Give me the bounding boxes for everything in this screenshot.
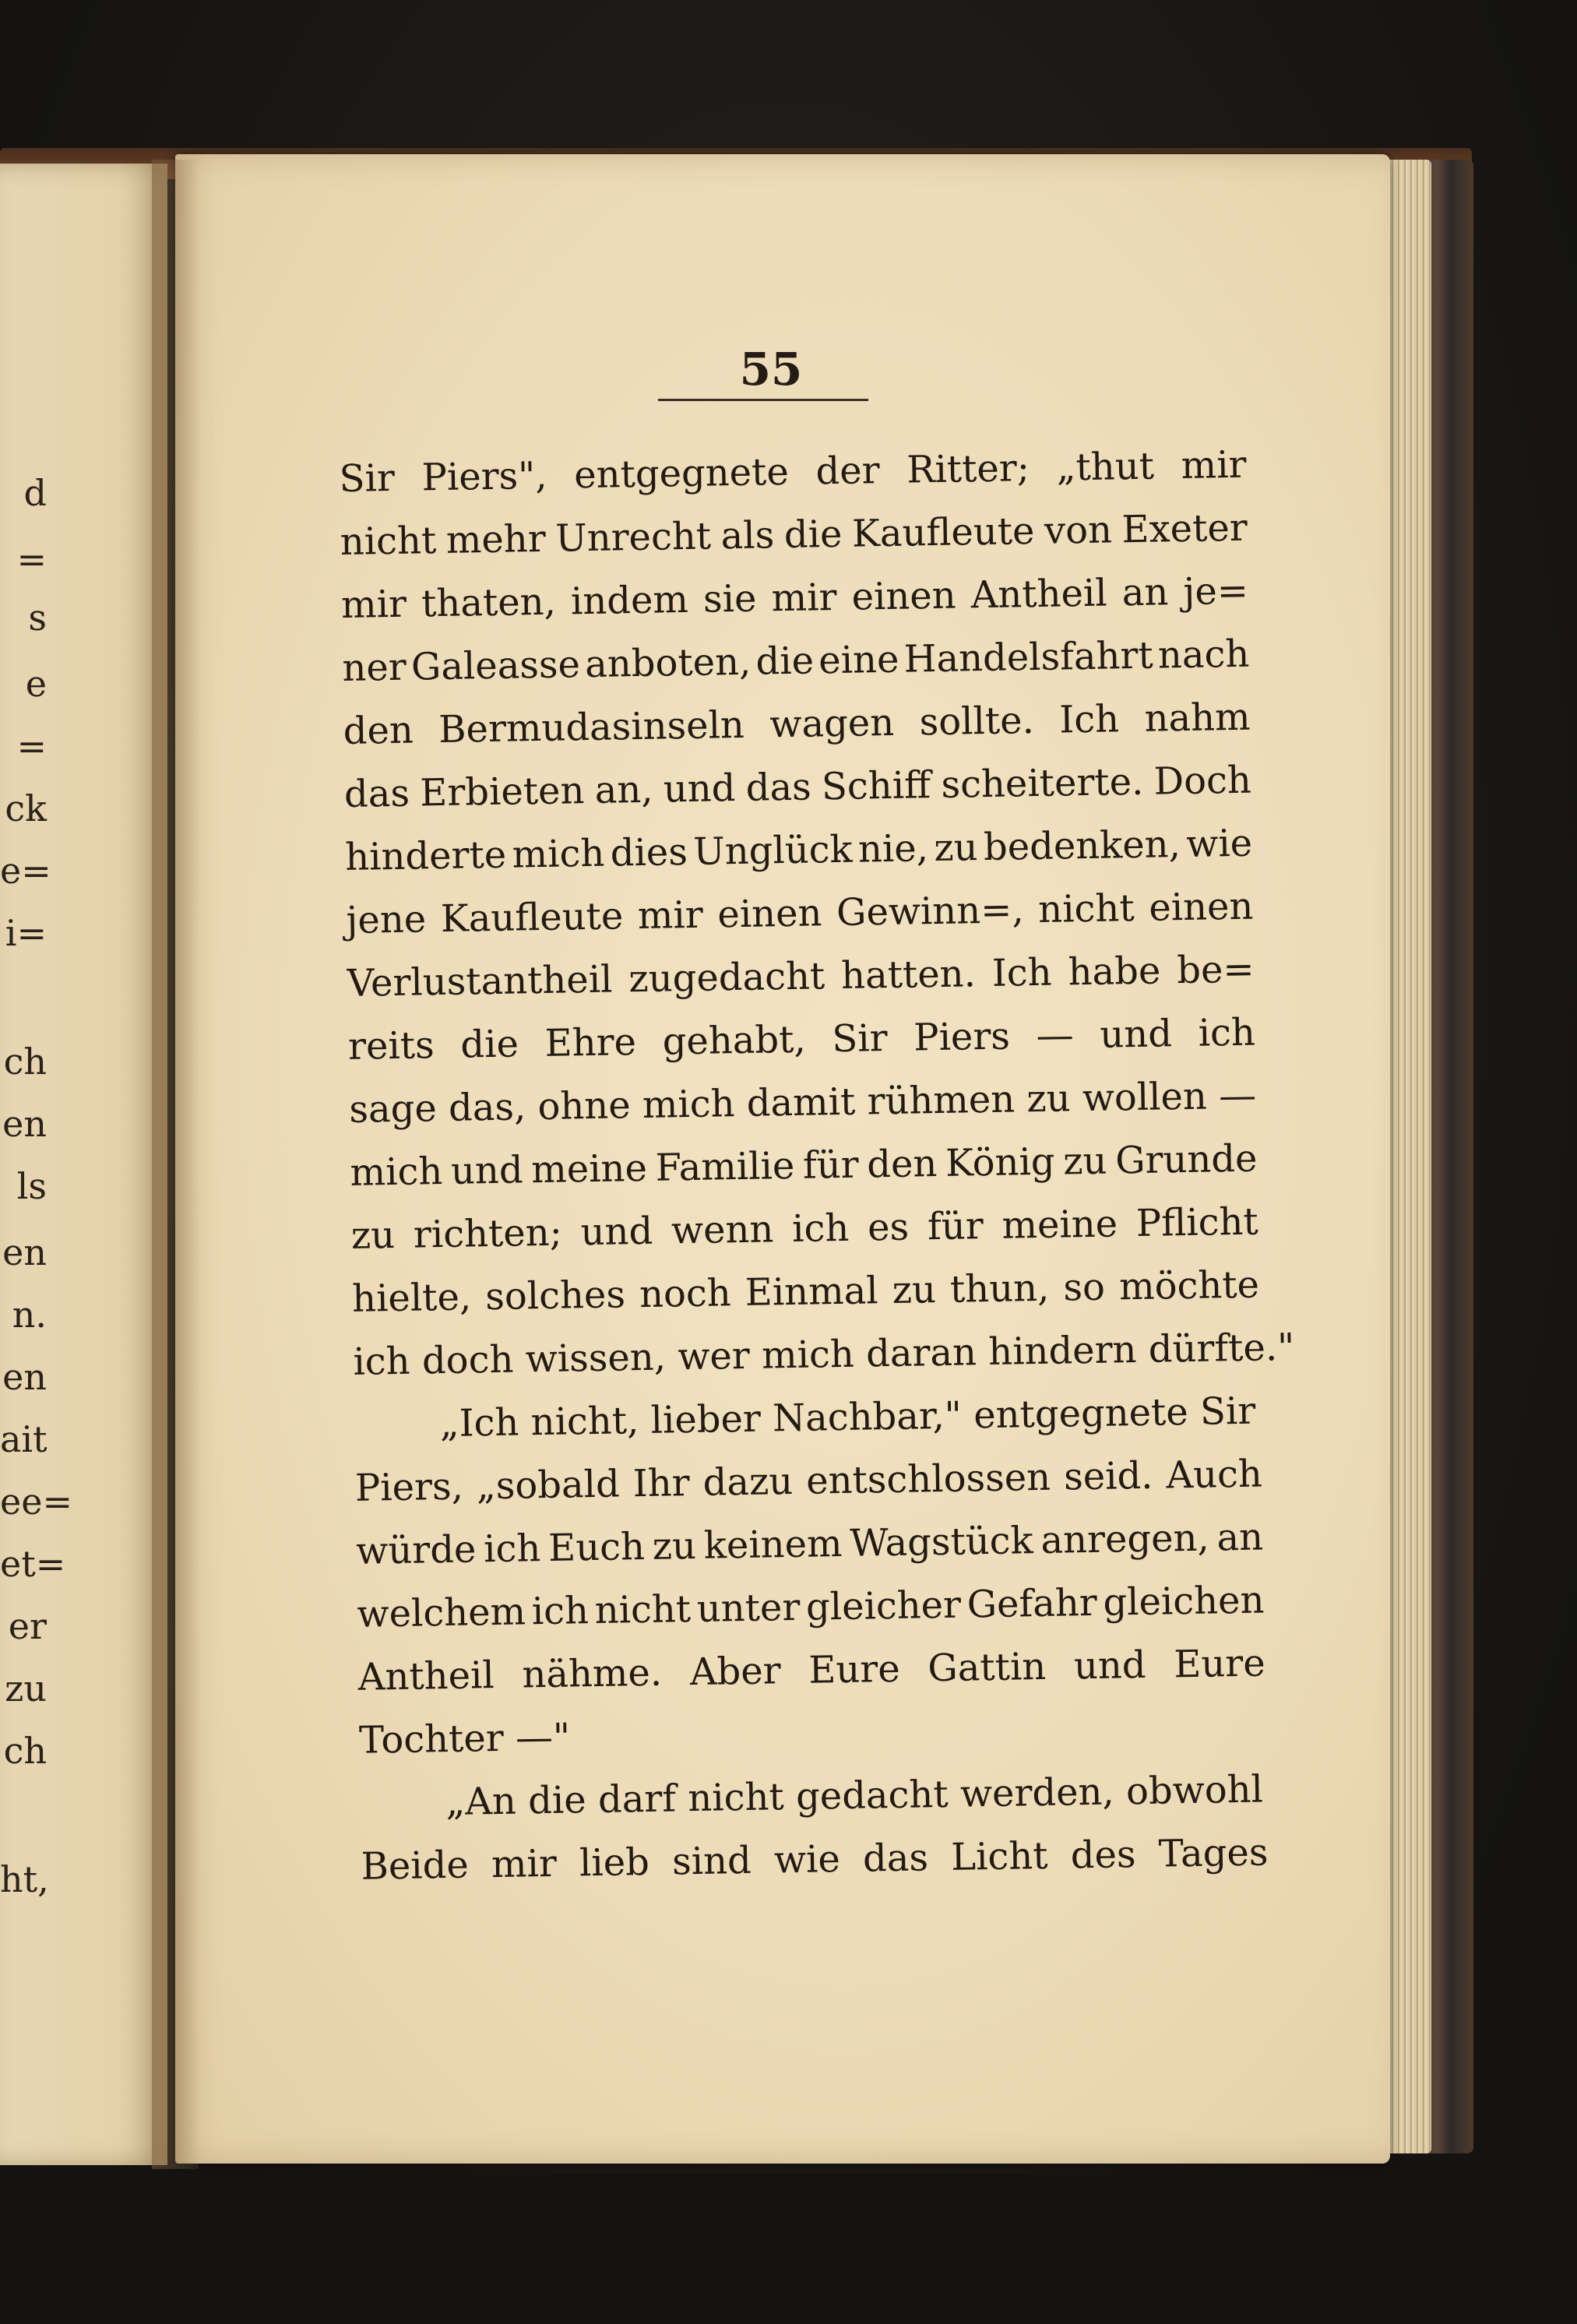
word: einen	[851, 573, 956, 619]
word: an	[1121, 570, 1169, 615]
word: nicht	[340, 519, 437, 564]
word: —	[1036, 1013, 1075, 1058]
word: ich	[1198, 1010, 1256, 1055]
word: die	[459, 1022, 519, 1067]
word: zu	[350, 1213, 396, 1258]
left-page-fragment: =	[16, 725, 47, 767]
word: Kaufleute	[851, 509, 1035, 556]
word: reits	[347, 1023, 435, 1069]
page-number-rule	[658, 399, 868, 401]
word: nach	[1157, 632, 1250, 678]
word: daran	[865, 1330, 977, 1376]
word: dürfte."	[1148, 1325, 1295, 1372]
word: nicht,	[530, 1399, 639, 1445]
word: möchte	[1118, 1262, 1260, 1309]
word: zugedacht	[628, 954, 825, 1002]
word: gedacht	[795, 1772, 949, 1819]
word: Unrecht	[554, 514, 712, 561]
left-page-fragment: e	[25, 663, 47, 705]
word: Gattin	[927, 1644, 1047, 1691]
word: ich	[531, 1589, 590, 1634]
word: einen	[1148, 884, 1254, 930]
word: wie	[773, 1837, 841, 1882]
word: ner	[342, 645, 407, 690]
background-strip	[0, 2173, 1577, 2324]
word: von	[1044, 508, 1113, 553]
word: rühmen	[867, 1077, 1016, 1124]
word: je=	[1183, 569, 1249, 614]
word: meine	[1001, 1202, 1118, 1248]
word: thun,	[949, 1266, 1050, 1312]
word: meine	[530, 1146, 648, 1192]
word: eine	[818, 637, 899, 683]
word: Ihr	[632, 1461, 691, 1506]
word: mir	[340, 582, 407, 627]
word: ohne	[537, 1083, 632, 1129]
word: richten;	[413, 1210, 563, 1257]
word: „sobald	[476, 1462, 621, 1509]
word: und	[580, 1209, 653, 1255]
word: hindern	[987, 1328, 1137, 1375]
word: Pflicht	[1135, 1199, 1259, 1246]
word: obwohl	[1125, 1767, 1264, 1814]
left-page-fragment: n.	[12, 1294, 47, 1336]
word: Erbieten	[419, 769, 585, 815]
book-gutter	[152, 160, 199, 2169]
word: es	[867, 1205, 910, 1250]
word: und	[1073, 1643, 1146, 1688]
word: an,	[594, 767, 653, 812]
word: Bermudasinseln	[438, 702, 745, 752]
word: so	[1062, 1265, 1106, 1310]
word: Ehre	[544, 1020, 637, 1065]
word: Schiff	[821, 763, 931, 809]
word: Einmal	[744, 1269, 879, 1315]
word: mich	[761, 1332, 855, 1378]
left-page-fragment: d	[23, 472, 47, 514]
word: Tochter	[358, 1716, 505, 1762]
word: entschlossen	[805, 1455, 1051, 1503]
left-page-fragment: ch	[3, 1041, 47, 1083]
left-page-fragment: e=	[0, 850, 51, 892]
word: „An	[445, 1779, 517, 1825]
word: anregen,	[1040, 1516, 1210, 1563]
word: Ritter;	[906, 446, 1030, 492]
word: nahm	[1144, 695, 1251, 741]
word: anboten,	[584, 639, 752, 687]
word: würde	[355, 1527, 477, 1573]
word: nähme.	[522, 1650, 663, 1697]
word: sind	[671, 1838, 752, 1884]
left-page-fragment: ait	[0, 1418, 48, 1460]
body-text	[339, 434, 1295, 1899]
word: zu	[652, 1523, 697, 1569]
word: Sir	[339, 456, 396, 501]
word: Piers,	[354, 1464, 464, 1510]
word: —	[1218, 1073, 1257, 1118]
word: „Ich	[439, 1400, 519, 1446]
word: seid.	[1063, 1453, 1153, 1499]
left-page-fragment: en	[2, 1231, 47, 1273]
word: zu	[933, 826, 979, 871]
word: Sir	[1199, 1389, 1256, 1434]
word: die	[527, 1778, 587, 1823]
word: König	[945, 1139, 1055, 1185]
word: hatten.	[840, 952, 977, 998]
left-page-fragment: ck	[5, 787, 47, 829]
word: Nachbar,"	[772, 1393, 963, 1441]
word: damit	[746, 1079, 856, 1125]
word: Gefahr	[966, 1580, 1098, 1627]
word: für	[927, 1204, 984, 1249]
word: darf	[597, 1776, 677, 1822]
word: die	[783, 512, 843, 558]
word: keinem	[703, 1522, 843, 1568]
word: doch	[421, 1337, 514, 1383]
word: Gewinn=,	[836, 888, 1025, 935]
word: Licht	[950, 1833, 1048, 1879]
word: gleichen	[1103, 1578, 1265, 1625]
left-page-fragment: ht,	[0, 1858, 49, 1900]
word: werden,	[959, 1769, 1115, 1816]
word: die	[755, 639, 815, 684]
word: Eure	[808, 1646, 901, 1692]
word: Antheil	[970, 571, 1108, 618]
word: mich	[512, 831, 605, 877]
left-page-fragment: et=	[0, 1543, 66, 1585]
word: zu	[1062, 1139, 1107, 1184]
word: bedenken,	[983, 822, 1181, 870]
word: scheiterte.	[941, 759, 1144, 807]
word: Antheil	[357, 1653, 495, 1699]
word: der	[815, 449, 880, 494]
word: das,	[448, 1085, 526, 1130]
left-page-fragment: er	[8, 1605, 47, 1647]
word: Beide	[361, 1843, 470, 1889]
word: das	[343, 771, 410, 816]
word: mir	[637, 893, 704, 938]
word: und	[663, 766, 736, 812]
word: Ich	[991, 950, 1053, 995]
word: Auch	[1166, 1452, 1263, 1498]
word: noch	[639, 1271, 732, 1317]
left-page-fragment: =	[16, 538, 47, 580]
word: sollte.	[919, 699, 1035, 745]
word: ich	[483, 1526, 541, 1572]
word: Aber	[689, 1649, 782, 1695]
word: sage	[348, 1086, 438, 1132]
word: ich	[353, 1339, 411, 1384]
word: Euch	[547, 1525, 646, 1570]
word: mir	[771, 575, 837, 621]
word: indem	[570, 577, 689, 624]
word: mich	[642, 1082, 735, 1127]
word: wenn	[671, 1207, 774, 1253]
word: entgegnete	[573, 449, 790, 498]
word: nicht	[687, 1775, 785, 1821]
word: gehabt,	[662, 1017, 807, 1064]
word: Handelsfahrt	[903, 633, 1154, 681]
word: lieb	[579, 1840, 650, 1886]
word: mich	[350, 1150, 443, 1195]
word: und	[1099, 1012, 1173, 1057]
word: Grunde	[1114, 1136, 1258, 1183]
word: gleicher	[805, 1583, 962, 1629]
word: an	[1216, 1515, 1264, 1560]
word: jene	[346, 897, 427, 942]
word: Exeter	[1121, 505, 1248, 552]
word: das	[862, 1836, 929, 1881]
word: Sir	[831, 1016, 888, 1062]
word: ich	[791, 1206, 850, 1251]
word: Unglück	[692, 827, 854, 874]
page-number: 55	[739, 343, 803, 396]
word: Eure	[1173, 1641, 1266, 1687]
word: Wagstück	[849, 1519, 1034, 1565]
word: als	[720, 513, 775, 558]
word: dies	[610, 830, 688, 875]
word: wie	[1185, 821, 1253, 866]
word: für	[802, 1143, 860, 1188]
word: mir	[1181, 442, 1247, 488]
word: welchem	[357, 1590, 526, 1636]
word: Galeasse	[410, 643, 581, 689]
word: mir	[491, 1841, 558, 1887]
word: Verlustantheil	[347, 957, 613, 1005]
word: mehr	[445, 516, 547, 562]
word: Piers",	[421, 453, 547, 500]
word: den	[866, 1142, 938, 1187]
left-page-fragment: i=	[5, 912, 47, 954]
word: des	[1070, 1833, 1136, 1878]
word: be=	[1176, 947, 1255, 993]
word: den	[343, 708, 414, 753]
word: Familie	[655, 1143, 795, 1190]
left-page-fragment: s	[28, 597, 47, 639]
left-page-fragment: ls	[16, 1165, 47, 1207]
word: Ich	[1058, 697, 1120, 742]
word: hielte,	[351, 1275, 472, 1321]
word: nicht	[594, 1587, 692, 1633]
word: solches	[484, 1273, 626, 1319]
word: Tages	[1158, 1830, 1269, 1876]
word: lieber	[650, 1396, 762, 1442]
word: wer	[677, 1333, 751, 1379]
word: Piers	[913, 1014, 1011, 1060]
word: nicht	[1037, 886, 1135, 931]
word: nie,	[857, 826, 929, 872]
word: zu	[1026, 1076, 1072, 1122]
word: und	[450, 1148, 524, 1193]
word: entgegnete	[973, 1390, 1189, 1438]
word: wollen	[1082, 1074, 1208, 1121]
left-page-fragment: zu	[5, 1667, 47, 1710]
left-page-fragment: ch	[3, 1730, 47, 1772]
word: habe	[1068, 949, 1161, 995]
word: Doch	[1153, 758, 1252, 804]
left-page-fragment: ee=	[0, 1481, 72, 1523]
word: wissen,	[525, 1335, 667, 1382]
word: einen	[716, 891, 822, 937]
word: das	[745, 765, 812, 810]
left-page-fragment: en	[2, 1356, 47, 1398]
word: —"	[515, 1715, 571, 1760]
word: Kaufleute	[440, 894, 624, 942]
word: unter	[696, 1585, 801, 1631]
word: hinderte	[344, 833, 507, 879]
word: wagen	[769, 700, 895, 747]
word: „thut	[1056, 444, 1155, 490]
word: dazu	[702, 1460, 794, 1505]
word: zu	[892, 1268, 937, 1312]
word: thaten,	[421, 579, 557, 626]
word: sie	[702, 576, 757, 621]
left-page-fragment: en	[2, 1103, 47, 1145]
